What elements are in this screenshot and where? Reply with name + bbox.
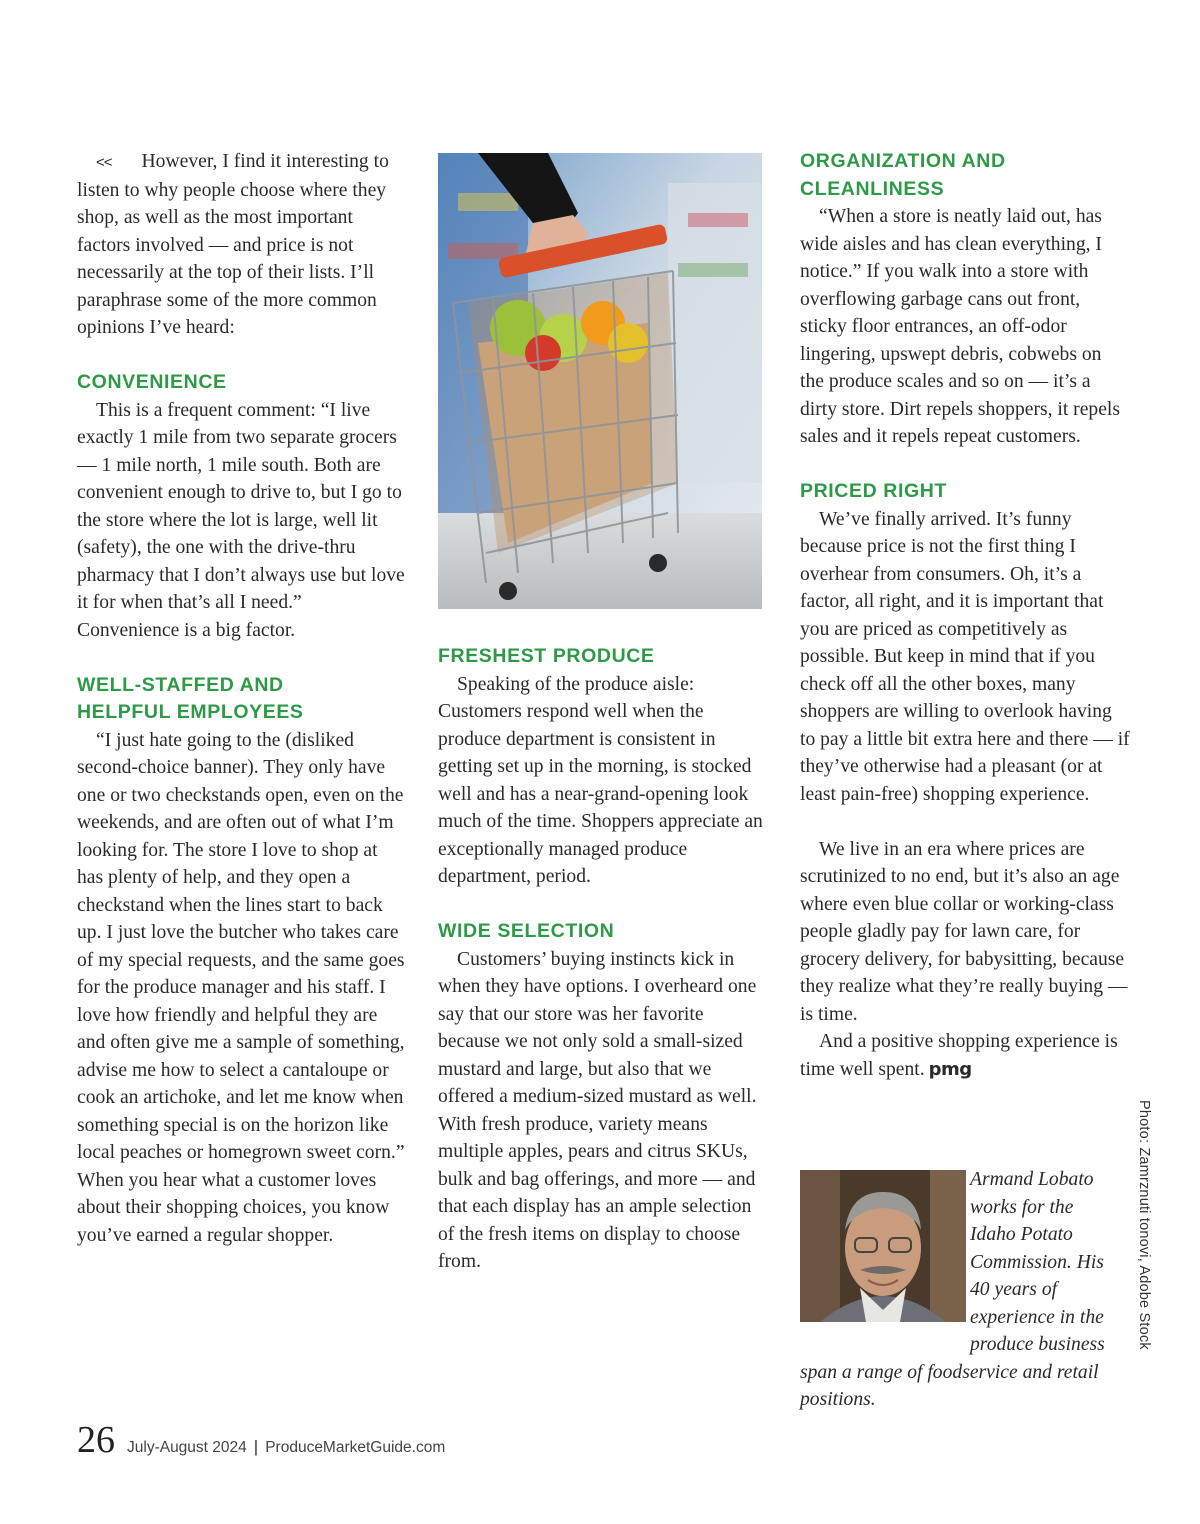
heading-well-staffed-line1: WELL-STAFFED AND <box>77 673 284 696</box>
author-bio-text: Armand Lobato works for the Idaho Potato Commission. His 40 years of experience in the produce business span a range of foodservice and retail positions. <box>800 1169 1105 1410</box>
author-bio <box>800 1166 1116 1414</box>
continued-marker: << <box>96 154 112 171</box>
article-column-1 <box>77 148 407 1249</box>
closing-paragraph <box>800 1028 1130 1083</box>
heading-freshest-produce: FRESHEST PRODUCE <box>438 645 655 667</box>
shopping-cart-photo <box>438 153 762 609</box>
heading-convenience: CONVENIENCE <box>77 371 227 393</box>
page-footer <box>77 1418 445 1462</box>
end-mark: pmg <box>928 1058 972 1080</box>
heading-well-staffed-line2: HELPFUL EMPLOYEES <box>77 701 304 723</box>
convenience-paragraph: This is a frequent comment: “I live exactly 1 mile from two separate grocers — 1 mile north, 1 mile south. Both are convenient enough to drive to, but I go to the store where the lot is large, well lit (safety), the one with the drive-thru pharmacy that I don’t always use but love it for when that’s all I need.” Convenience is a big factor. <box>77 399 405 641</box>
closing-text: And a positive shopping experience is time well spent. <box>800 1031 1118 1080</box>
heading-organization-line2: CLEANLINESS <box>800 177 945 200</box>
issue-date: July-August 2024 <box>127 1439 247 1456</box>
era-paragraph: We live in an era where prices are scrutinized to no end, but it’s also an age where even blue collar or working-class people gladly pay for lawn care, for grocery delivery, for babysitting, because they realize what they’re really buying — is time. <box>800 838 1128 1025</box>
page-number: 26 <box>77 1419 115 1461</box>
heading-priced-right: PRICED RIGHT <box>800 480 947 502</box>
site-name: ProduceMarketGuide.com <box>265 1439 446 1456</box>
article-column-2 <box>438 643 768 1276</box>
article-column-3 <box>800 148 1130 1083</box>
staffed-paragraph: “I just hate going to the (disliked second-choice banner). They only have one or two checkstands open, even on the weekends, and are often out of what I’m looking for. The store I love to shop at has plenty of help, and they open a checkstand when the lines start to back up. I just love the butcher who takes care of my special requests, and the same goes for the produce manager and his staff. I love how friendly and helpful they are and often give me a sample of something, advise me how to select a cantaloupe or cook an artichoke, and let me know when something special is on the horizon like local peaches or homegrown sweet corn.” When you hear what a customer loves about their shopping choices, you know you’ve earned a regular shopper. <box>77 729 405 1246</box>
intro-paragraph <box>77 148 407 342</box>
priced-right-paragraph: We’ve finally arrived. It’s funny because price is not the first thing I overhear from consumers. Oh, it’s a factor, all right, and it is important that you are priced as competitively as possible. But keep in mind that if you check off all the other boxes, many shoppers are willing to overlook having to pay a little bit extra here and there — if they’ve otherwise had a pleasant (or at least pain-free) shopping experience. <box>800 508 1130 805</box>
heading-organization-line1: ORGANIZATION AND <box>800 150 1006 172</box>
photo-credit: Photo: Zamrznuti tonovi, Adobe Stock <box>1136 1100 1152 1350</box>
freshest-produce-paragraph: Speaking of the produce aisle: Customers respond well when the produce department is consistent in getting set up in the morning, is stocked well and has a near-grand-opening look much of the time. Shoppers appreciate an exceptionally managed produce department, period. <box>438 673 763 887</box>
organization-paragraph: “When a store is neatly laid out, has wide aisles and has clean everything, I notice.” If you walk into a store with overflowing garbage cans out front, sticky floor entrances, an off-odor lingering, upswept debris, cobwebs on the produce scales and so on — it’s a dirty store. Dirt repels shoppers, it repels sales and it repels repeat customers. <box>800 206 1120 447</box>
intro-text: However, I find it interesting to listen to why people choose where they shop, as well as the most important factors involved — and price is not necessarily at the top of their lists. I’ll paraphrase some of the more common opinions I’ve heard: <box>77 151 389 338</box>
wide-selection-paragraph: Customers’ buying instincts kick in when they have options. I overheard one say that our store was her favorite because we not only sold a small-sized mustard and large, but also that we offered a medium-sized mustard as well. With fresh produce, variety means multiple apples, pears and citrus SKUs, bulk and bag offerings, and more — and that each display has an ample selection of the fresh items on display to choose from. <box>438 948 757 1272</box>
footer-separator: | <box>253 1437 259 1456</box>
heading-wide-selection: WIDE SELECTION <box>438 920 615 942</box>
